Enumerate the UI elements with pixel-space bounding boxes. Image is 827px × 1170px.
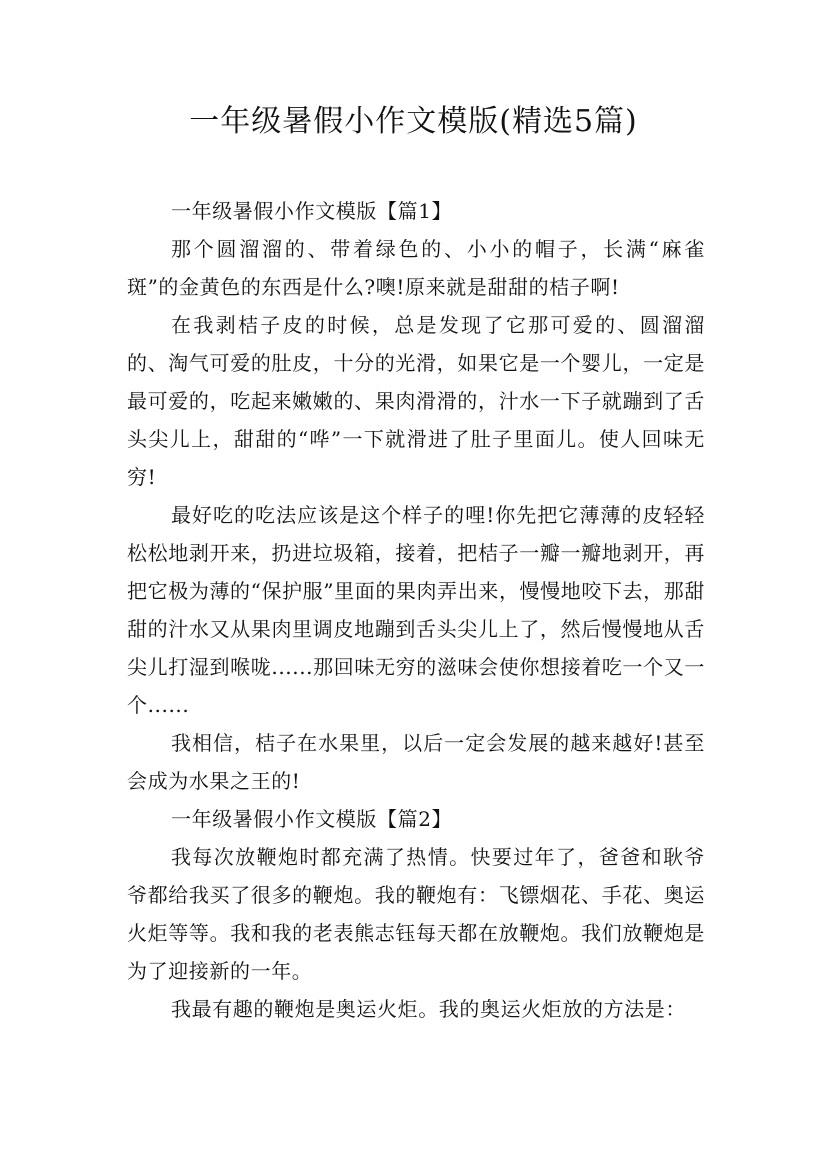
paragraph: 我最有趣的鞭炮是奥运火炬。我的奥运火炬放的方法是： <box>171 997 686 1021</box>
section-heading: 一年级暑假小作文模版【篇1】 <box>171 199 453 223</box>
paragraph: 那个圆溜溜的、带着绿色的、小小的帽子，长满“麻雀斑”的金黄色的东西是什么?噢!原来就是甜甜的桔子啊! <box>127 237 705 299</box>
paragraph: 我相信，桔子在水果里，以后一定会发展的越来越好!甚至会成为水果之王的! <box>127 731 705 793</box>
document-body <box>127 192 705 1028</box>
paragraph: 我每次放鞭炮时都充满了热情。快要过年了，爸爸和耿爷爷都给我买了很多的鞭炮。我的鞭炮有：飞镖烟花、手花、奥运火炬等等。我和我的老表熊志钰每天都在放鞭炮。我们放鞭炮是为了迎接新的一年。 <box>127 845 705 983</box>
document-title: 一年级暑假小作文模版(精选5篇) <box>189 104 638 139</box>
section-heading: 一年级暑假小作文模版【篇2】 <box>171 807 453 831</box>
paragraph: 在我剥桔子皮的时候，总是发现了它那可爱的、圆溜溜的、淘气可爱的肚皮，十分的光滑，如果它是一个婴儿，一定是最可爱的，吃起来嫩嫩的、果肉滑滑的，汁水一下子就蹦到了舌头尖儿上，甜甜的“哗”一下就滑进了肚子里面儿。使人回味无穷! <box>127 313 705 489</box>
paragraph: 最好吃的吃法应该是这个样子的哩!你先把它薄薄的皮轻轻松松地剥开来，扔进垃圾箱，接着，把桔子一瓣一瓣地剥开，再把它极为薄的“保护服”里面的果肉弄出来，慢慢地咬下去，那甜甜的汁水又从果肉里调皮地蹦到舌头尖儿上了，然后慢慢地从舌尖儿打湿到喉咙......那回味无穷的滋味会使你想接着吃一个又一个...... <box>127 503 705 717</box>
